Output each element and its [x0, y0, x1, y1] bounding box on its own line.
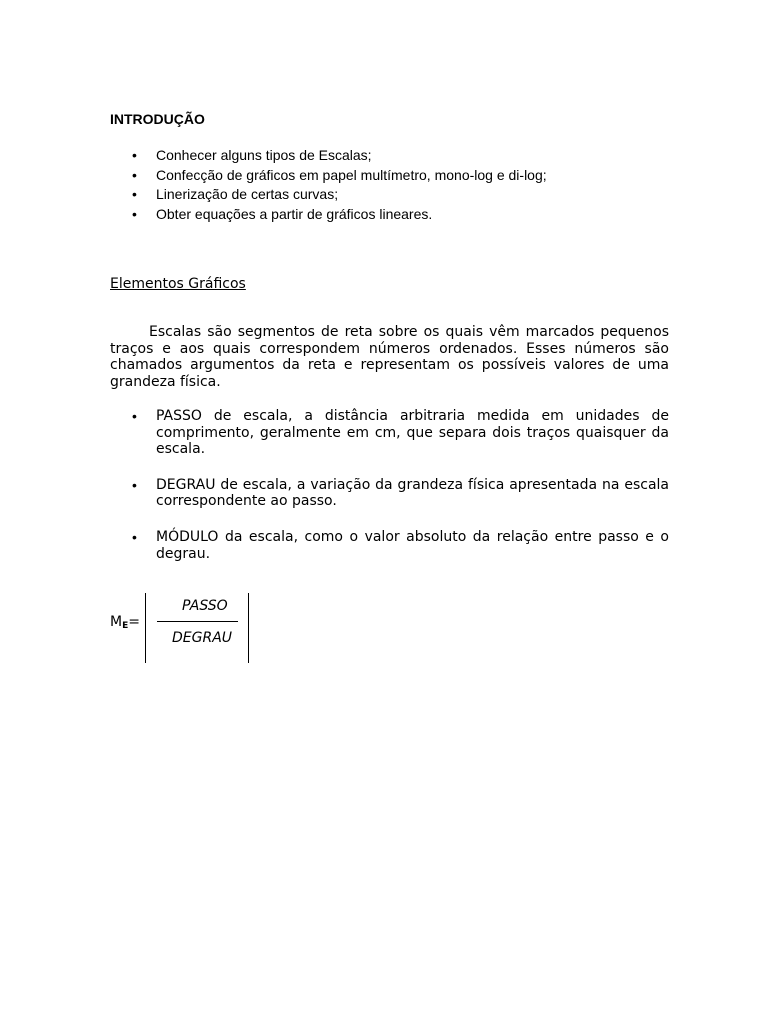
list-item-text: Linerização de certas curvas; — [156, 186, 339, 202]
body-paragraph: Escalas são segmentos de reta sobre os quais vêm marcados pequenos traços e aos quais correspondem números ordenados. Esses números são chamados argumentos da reta e representam os possíveis valores de uma grandeza física. — [110, 324, 669, 390]
module-formula — [110, 593, 270, 665]
bullet-icon: • — [132, 476, 137, 493]
bullet-icon: • — [132, 166, 137, 183]
list-item — [110, 205, 670, 225]
bullet-icon: • — [132, 147, 137, 163]
absolute-bar-right — [248, 593, 249, 663]
list-item-text: Confecção de gráficos em papel multímetro, mono-log e di-log; — [156, 166, 547, 183]
definition-item — [110, 529, 669, 562]
formula-symbol: M — [110, 614, 123, 630]
definition-text: DEGRAU de escala, a variação da grandeza física apresentada na escala correspondente ao passo. — [156, 476, 669, 510]
list-item — [110, 166, 670, 186]
intro-list — [110, 146, 670, 224]
bullet-icon: • — [132, 205, 137, 222]
list-item — [110, 146, 670, 166]
definition-item — [110, 477, 669, 510]
list-item — [110, 185, 670, 205]
definition-text: MÓDULO da escala, como o valor absoluto da relação entre passo e o degrau. — [156, 528, 669, 562]
definition-list — [110, 408, 669, 581]
formula-lhs — [110, 613, 140, 635]
formula-denominator: DEGRAU — [172, 630, 233, 646]
bullet-icon: • — [132, 528, 137, 545]
definition-item — [110, 408, 669, 458]
formula-numerator: PASSO — [182, 598, 228, 614]
bullet-icon: • — [132, 408, 137, 424]
formula-subscript: E — [122, 621, 129, 631]
absolute-bar-left — [145, 593, 146, 663]
list-item-text: Obter equações a partir de gráficos lineares. — [156, 205, 433, 222]
list-item-text: Conhecer alguns tipos de Escalas; — [156, 147, 372, 163]
page-heading: INTRODUÇÃO — [110, 111, 205, 127]
bullet-icon: • — [132, 186, 137, 202]
definition-text: PASSO de escala, a distância arbitraria medida em unidades de comprimento, geralmente em cm, que separa dois traços quaisquer da escala. — [156, 408, 669, 458]
fraction-line — [157, 621, 238, 622]
formula-equals: = — [128, 614, 140, 630]
section-title: Elementos Gráficos — [110, 276, 246, 292]
